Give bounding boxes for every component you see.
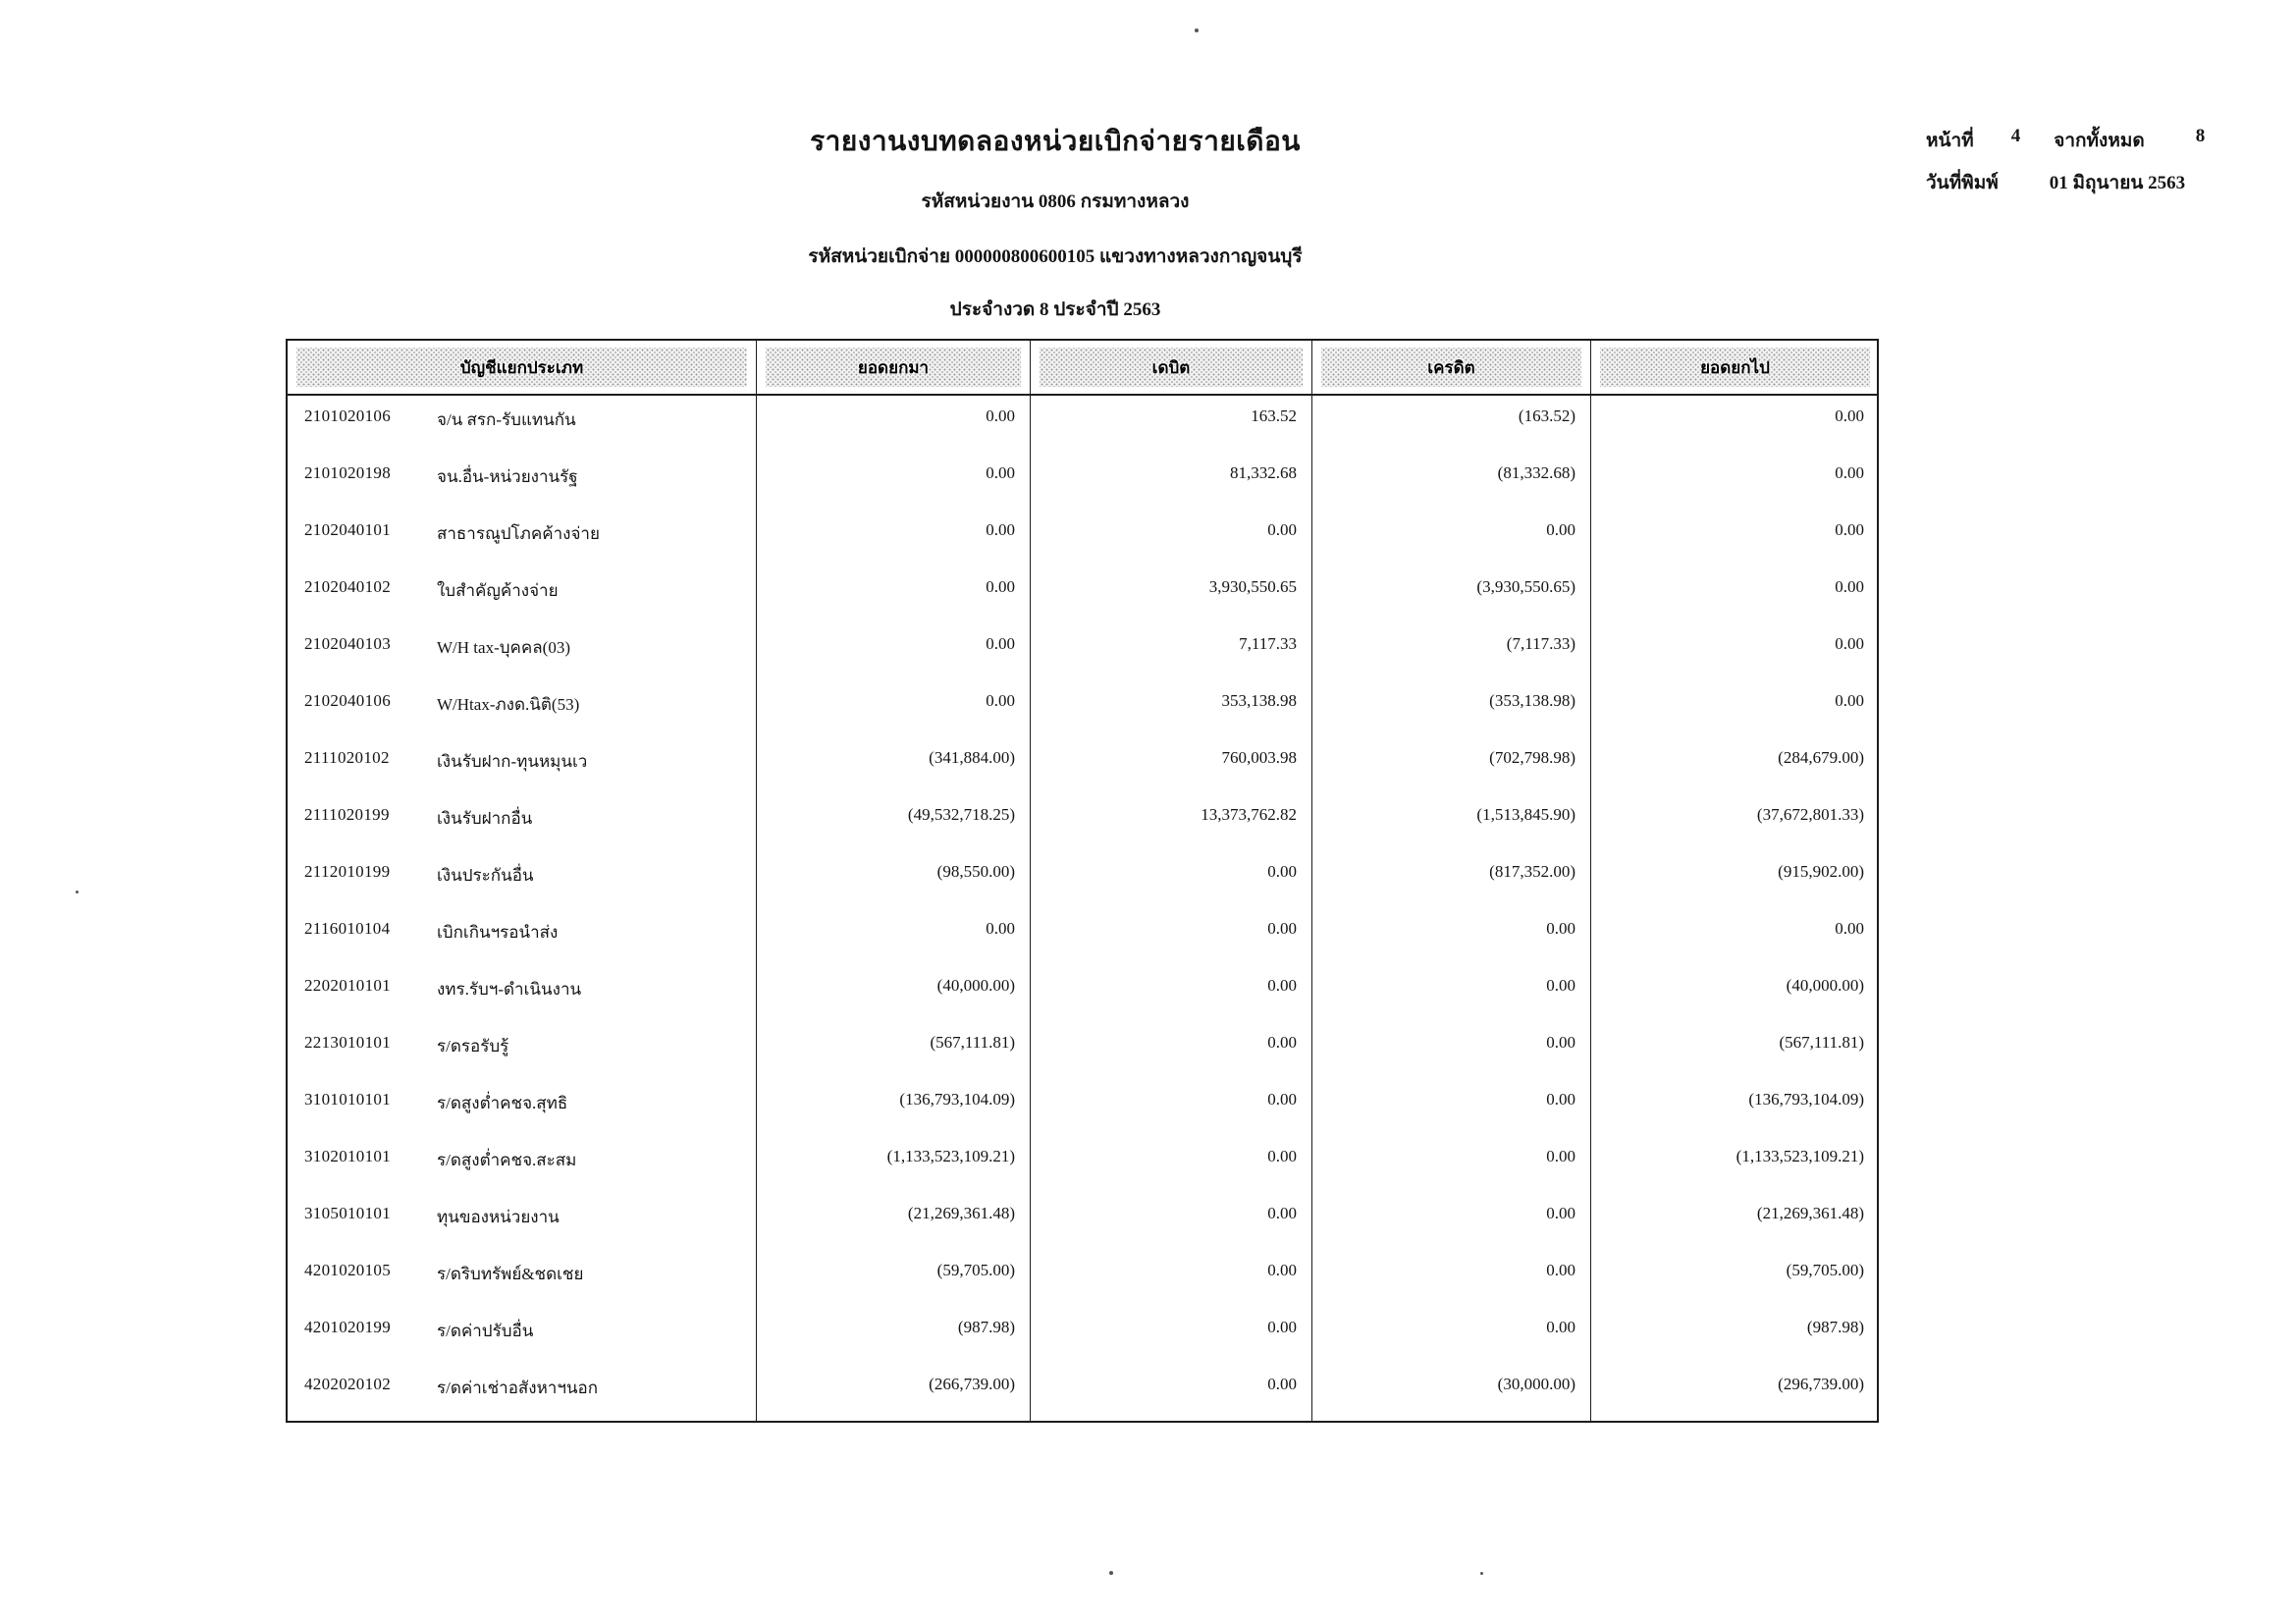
account-code: 4202020102 <box>304 1375 391 1393</box>
carry-forward-amount: 0.00 <box>757 453 1031 510</box>
table-row <box>288 1307 1877 1364</box>
table-row <box>288 623 1877 680</box>
debit-amount: 81,332.68 <box>1031 453 1312 510</box>
account-code: 2213010101 <box>304 1033 391 1052</box>
page-info-block <box>1926 126 2250 210</box>
carry-forward-amount: (98,550.00) <box>757 851 1031 908</box>
balance-amount: (21,269,361.48) <box>1756 1204 1864 1222</box>
account-cell <box>288 908 757 965</box>
account-cell <box>288 396 757 453</box>
account-cell <box>288 794 757 851</box>
debit-amount: 0.00 <box>1031 1136 1312 1193</box>
account-cell <box>288 1136 757 1193</box>
table-row <box>288 737 1877 794</box>
period-line: ประจำงวด 8 ประจำปี 2563 <box>949 299 1161 320</box>
column-header-carry-forward: ยอดยกมา <box>757 341 1031 394</box>
credit-amount: 0.00 <box>1312 1136 1591 1193</box>
scan-speck <box>1195 28 1199 32</box>
debit-amount: 0.00 <box>1031 1079 1312 1136</box>
page-title: รายงานงบทดลองหน่วยเบิกจ่ายรายเดือน <box>810 127 1301 157</box>
account-name: ทุนของหน่วยงาน <box>437 1208 560 1226</box>
account-code: 2102040101 <box>304 520 391 539</box>
carry-forward-amount: (59,705.00) <box>757 1250 1031 1307</box>
scan-speck <box>76 891 79 893</box>
table-row <box>288 965 1877 1022</box>
credit-amount: (163.52) <box>1312 396 1591 453</box>
table-row <box>288 680 1877 737</box>
total-pages-label: จากทั้งหมด <box>2054 131 2145 151</box>
account-cell <box>288 453 757 510</box>
carry-forward-amount: 0.00 <box>757 908 1031 965</box>
carry-forward-amount: 0.00 <box>757 680 1031 737</box>
balance-amount: (284,679.00) <box>1778 748 1864 767</box>
account-code: 3102010101 <box>304 1147 391 1165</box>
account-name: W/H tax-บุคคล(03) <box>437 638 570 657</box>
carry-forward-amount: (266,739.00) <box>757 1364 1031 1421</box>
agency-code-line: รหัสหน่วยงาน 0806 กรมทางหลวง <box>921 191 1190 212</box>
table-row <box>288 794 1877 851</box>
credit-amount: (7,117.33) <box>1312 623 1591 680</box>
balance-amount: (136,793,104.09) <box>1748 1090 1864 1109</box>
table-row <box>288 1136 1877 1193</box>
balance-amount: (915,902.00) <box>1778 862 1864 881</box>
account-cell <box>288 1364 757 1421</box>
debit-amount: 0.00 <box>1031 851 1312 908</box>
account-code: 2116010104 <box>304 919 391 938</box>
debit-amount: 3,930,550.65 <box>1031 567 1312 623</box>
credit-amount: 0.00 <box>1312 1193 1591 1250</box>
account-code: 2101020106 <box>304 406 391 425</box>
column-header-credit: เครดิต <box>1312 341 1591 394</box>
account-code: 2111020199 <box>304 805 390 824</box>
account-code: 2102040102 <box>304 577 391 596</box>
carry-forward-amount: (567,111.81) <box>757 1022 1031 1079</box>
table-row <box>288 453 1877 510</box>
balance-amount: 0.00 <box>1835 691 1864 710</box>
balance-amount: 0.00 <box>1835 520 1864 539</box>
balance-amount: (59,705.00) <box>1786 1261 1864 1279</box>
account-cell <box>288 1022 757 1079</box>
balance-amount: (40,000.00) <box>1786 976 1864 995</box>
table-row <box>288 510 1877 567</box>
scan-speck <box>1480 1572 1483 1575</box>
credit-amount: 0.00 <box>1312 1022 1591 1079</box>
account-code: 3105010101 <box>304 1204 391 1222</box>
carry-forward-amount: (40,000.00) <box>757 965 1031 1022</box>
account-cell <box>288 567 757 623</box>
account-name: ร/ดสูงต่ำคชจ.สะสม <box>437 1151 577 1169</box>
debit-amount: 13,373,762.82 <box>1031 794 1312 851</box>
account-name: ร/ดรอรับรู้ <box>437 1037 509 1056</box>
carry-forward-amount: (341,884.00) <box>757 737 1031 794</box>
trial-balance-table <box>286 339 1879 1423</box>
page-number-row <box>1926 126 2250 155</box>
account-code: 2101020198 <box>304 463 391 482</box>
balance-amount: 0.00 <box>1835 634 1864 653</box>
account-code: 2111020102 <box>304 748 390 767</box>
account-cell <box>288 737 757 794</box>
balance-amount: (1,133,523,109.21) <box>1735 1147 1864 1165</box>
account-cell <box>288 680 757 737</box>
account-code: 4201020105 <box>304 1261 391 1279</box>
credit-amount: 0.00 <box>1312 1307 1591 1364</box>
carry-forward-amount: 0.00 <box>757 396 1031 453</box>
table-row <box>288 1364 1877 1421</box>
carry-forward-amount: (21,269,361.48) <box>757 1193 1031 1250</box>
account-code: 2112010199 <box>304 862 391 881</box>
carry-forward-amount: (49,532,718.25) <box>757 794 1031 851</box>
account-name: ร/ดค่าปรับอื่น <box>437 1322 534 1340</box>
account-cell <box>288 1193 757 1250</box>
credit-amount: (702,798.98) <box>1312 737 1591 794</box>
debit-amount: 7,117.33 <box>1031 623 1312 680</box>
account-cell <box>288 623 757 680</box>
print-date-label: วันที่พิมพ์ <box>1926 173 1999 193</box>
credit-amount: 0.00 <box>1312 1250 1591 1307</box>
account-cell <box>288 965 757 1022</box>
account-name: ใบสำคัญค้างจ่าย <box>437 581 559 600</box>
carry-forward-amount: (136,793,104.09) <box>757 1079 1031 1136</box>
balance-amount: 0.00 <box>1835 463 1864 482</box>
debit-amount: 0.00 <box>1031 965 1312 1022</box>
total-pages-value: 8 <box>2195 126 2206 146</box>
carry-forward-amount: 0.00 <box>757 510 1031 567</box>
page-number-value: 4 <box>2010 126 2021 146</box>
account-name: งทร.รับฯ-ดำเนินงาน <box>437 980 582 999</box>
debit-amount: 353,138.98 <box>1031 680 1312 737</box>
account-cell <box>288 510 757 567</box>
account-name: เงินรับฝากอื่น <box>437 809 533 828</box>
account-cell <box>288 851 757 908</box>
account-cell <box>288 1307 757 1364</box>
account-code: 2202010101 <box>304 976 391 995</box>
account-name: เบิกเกินฯรอนำส่ง <box>437 923 559 942</box>
table-header-row <box>288 341 1877 396</box>
debit-amount: 760,003.98 <box>1031 737 1312 794</box>
table-row <box>288 1193 1877 1250</box>
report-heading <box>0 120 2110 324</box>
debit-amount: 0.00 <box>1031 1307 1312 1364</box>
account-name: สาธารณูปโภคค้างจ่าย <box>437 524 600 543</box>
debit-amount: 0.00 <box>1031 1022 1312 1079</box>
credit-amount: 0.00 <box>1312 965 1591 1022</box>
credit-amount: 0.00 <box>1312 1079 1591 1136</box>
table-row <box>288 908 1877 965</box>
account-code: 4201020199 <box>304 1318 391 1336</box>
credit-amount: (353,138.98) <box>1312 680 1591 737</box>
page-number-label: หน้าที่ <box>1926 131 1974 151</box>
account-name: ร/ดสูงต่ำคชจ.สุทธิ <box>437 1094 568 1112</box>
table-row <box>288 1250 1877 1307</box>
disbursement-unit-line: รหัสหน่วยเบิกจ่าย 000000800600105 แขวงทางหลวงกาญจนบุรี <box>808 246 1303 267</box>
credit-amount: (1,513,845.90) <box>1312 794 1591 851</box>
account-name: จ/น สรก-รับแทนกัน <box>437 410 576 429</box>
balance-amount: 0.00 <box>1835 919 1864 938</box>
column-header-account: บัญชีแยกประเภท <box>288 341 757 394</box>
credit-amount: (3,930,550.65) <box>1312 567 1591 623</box>
debit-amount: 0.00 <box>1031 1193 1312 1250</box>
table-row <box>288 851 1877 908</box>
account-name: W/Htax-ภงด.นิติ(53) <box>437 695 580 714</box>
balance-amount: 0.00 <box>1835 406 1864 425</box>
carry-forward-amount: 0.00 <box>757 623 1031 680</box>
table-row <box>288 1079 1877 1136</box>
carry-forward-amount: (1,133,523,109.21) <box>757 1136 1031 1193</box>
print-date-row <box>1926 168 2250 197</box>
account-name: ร/ดค่าเช่าอสังหาฯนอก <box>437 1379 599 1397</box>
table-row <box>288 567 1877 623</box>
credit-amount: (30,000.00) <box>1312 1364 1591 1421</box>
account-code: 2102040106 <box>304 691 391 710</box>
debit-amount: 0.00 <box>1031 908 1312 965</box>
account-cell <box>288 1079 757 1136</box>
debit-amount: 163.52 <box>1031 396 1312 453</box>
debit-amount: 0.00 <box>1031 1364 1312 1421</box>
debit-amount: 0.00 <box>1031 510 1312 567</box>
carry-forward-amount: 0.00 <box>757 567 1031 623</box>
account-name: เงินรับฝาก-ทุนหมุนเว <box>437 752 588 771</box>
column-header-balance: ยอดยกไป <box>1591 341 1879 394</box>
table-row <box>288 396 1877 453</box>
account-cell <box>288 1250 757 1307</box>
account-code: 2102040103 <box>304 634 391 653</box>
carry-forward-amount: (987.98) <box>757 1307 1031 1364</box>
account-code: 3101010101 <box>304 1090 391 1109</box>
credit-amount: (817,352.00) <box>1312 851 1591 908</box>
balance-amount: (987.98) <box>1806 1318 1864 1336</box>
print-date-value: 01 มิถุนายน 2563 <box>2049 173 2186 193</box>
balance-amount: (296,739.00) <box>1778 1375 1864 1393</box>
table-body <box>288 396 1877 1421</box>
debit-amount: 0.00 <box>1031 1250 1312 1307</box>
credit-amount: (81,332.68) <box>1312 453 1591 510</box>
scan-speck <box>1109 1571 1113 1575</box>
column-header-debit: เดบิต <box>1031 341 1312 394</box>
account-name: จน.อื่น-หน่วยงานรัฐ <box>437 467 578 486</box>
table-row <box>288 1022 1877 1079</box>
balance-amount: 0.00 <box>1835 577 1864 596</box>
account-name: ร/ดริบทรัพย์&ชดเชย <box>437 1265 584 1283</box>
balance-amount: (567,111.81) <box>1779 1033 1864 1052</box>
balance-amount: (37,672,801.33) <box>1756 805 1864 824</box>
credit-amount: 0.00 <box>1312 510 1591 567</box>
credit-amount: 0.00 <box>1312 908 1591 965</box>
account-name: เงินประกันอื่น <box>437 866 534 885</box>
